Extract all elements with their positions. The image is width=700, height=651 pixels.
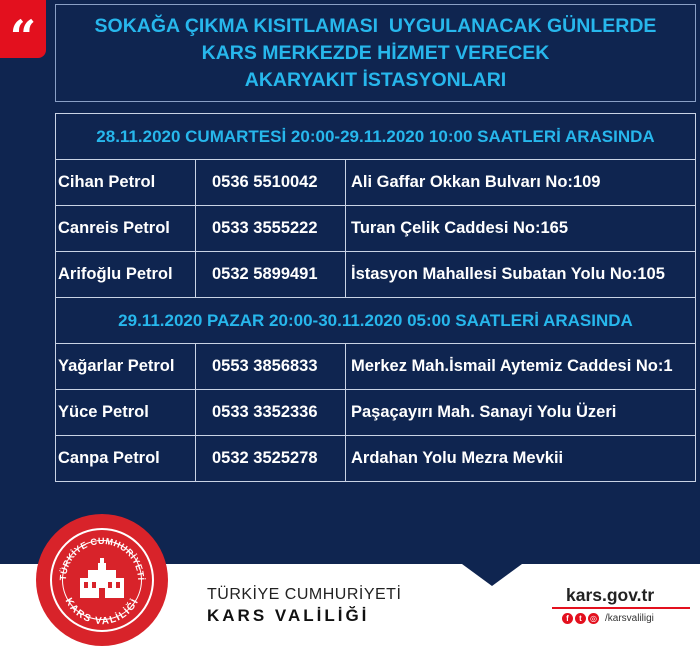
seal-bottom-text: KARS VALİLİĞİ bbox=[62, 596, 142, 628]
station-name: Yüce Petrol bbox=[56, 390, 196, 436]
website-link[interactable]: kars.gov.tr bbox=[566, 585, 655, 605]
table-row bbox=[56, 252, 696, 298]
station-name: Arifoğlu Petrol bbox=[56, 252, 196, 298]
table-row bbox=[56, 390, 696, 436]
station-address: İstasyon Mahallesi Subatan Yolu No:105 bbox=[346, 252, 696, 298]
footer-notch bbox=[462, 564, 522, 586]
page-title bbox=[55, 4, 696, 102]
table-row bbox=[56, 436, 696, 482]
station-address: Turan Çelik Caddesi No:165 bbox=[346, 206, 696, 252]
org-name-line-2: KARS VALİLİĞİ bbox=[207, 606, 370, 625]
station-phone: 0553 3856833 bbox=[196, 344, 346, 390]
station-address: Paşaçayırı Mah. Sanayi Yolu Üzeri bbox=[346, 390, 696, 436]
title-line-2: KARS MERKEZDE HİZMET VERECEK bbox=[201, 41, 550, 64]
svg-text:KARS VALİLİĞİ bbox=[63, 596, 142, 628]
section-header-row bbox=[56, 114, 696, 160]
facebook-icon[interactable]: f bbox=[562, 613, 573, 624]
section-header: 29.11.2020 PAZAR 20:00-30.11.2020 05:00 SAATLERİ ARASINDA bbox=[56, 298, 696, 344]
title-line-3: AKARYAKIT İSTASYONLARI bbox=[244, 68, 507, 91]
station-address: Ardahan Yolu Mezra Mevkii bbox=[346, 436, 696, 482]
station-phone: 0533 3555222 bbox=[196, 206, 346, 252]
station-address: Ali Gaffar Okkan Bulvarı No:109 bbox=[346, 160, 696, 206]
instagram-icon[interactable]: ◎ bbox=[588, 613, 599, 624]
station-phone: 0536 5510042 bbox=[196, 160, 346, 206]
station-phone: 0532 3525278 bbox=[196, 436, 346, 482]
table-row bbox=[56, 160, 696, 206]
station-name: Cihan Petrol bbox=[56, 160, 196, 206]
station-name: Canpa Petrol bbox=[56, 436, 196, 482]
section-header: 28.11.2020 CUMARTESİ 20:00-29.11.2020 10:00 SAATLERİ ARASINDA bbox=[56, 114, 696, 160]
stations-table bbox=[55, 113, 696, 482]
seal-graphic bbox=[36, 514, 168, 646]
station-phone: 0533 3352336 bbox=[196, 390, 346, 436]
station-address: Merkez Mah.İsmail Aytemiz Caddesi No:1 bbox=[346, 344, 696, 390]
section-header-row bbox=[56, 298, 696, 344]
twitter-icon[interactable]: t bbox=[575, 613, 586, 624]
station-name: Canreis Petrol bbox=[56, 206, 196, 252]
social-links bbox=[562, 613, 654, 624]
title-line-1: SOKAĞA ÇIKMA KISITLAMASI UYGULANACAK GÜNLERDE bbox=[94, 14, 657, 37]
website-underline bbox=[552, 607, 690, 609]
quote-badge-icon: “ bbox=[0, 0, 46, 58]
social-handle[interactable]: /karsvaliligi bbox=[605, 613, 654, 624]
seal-top-text: TÜRKİYE CUMHURİYETİ bbox=[57, 535, 147, 581]
seal-building-icon bbox=[80, 558, 124, 598]
station-phone: 0532 5899491 bbox=[196, 252, 346, 298]
station-name: Yağarlar Petrol bbox=[56, 344, 196, 390]
kars-valiligi-seal-icon bbox=[36, 514, 168, 646]
table-row bbox=[56, 206, 696, 252]
table-row bbox=[56, 344, 696, 390]
org-name-line-1: TÜRKİYE CUMHURİYETİ bbox=[207, 586, 402, 603]
